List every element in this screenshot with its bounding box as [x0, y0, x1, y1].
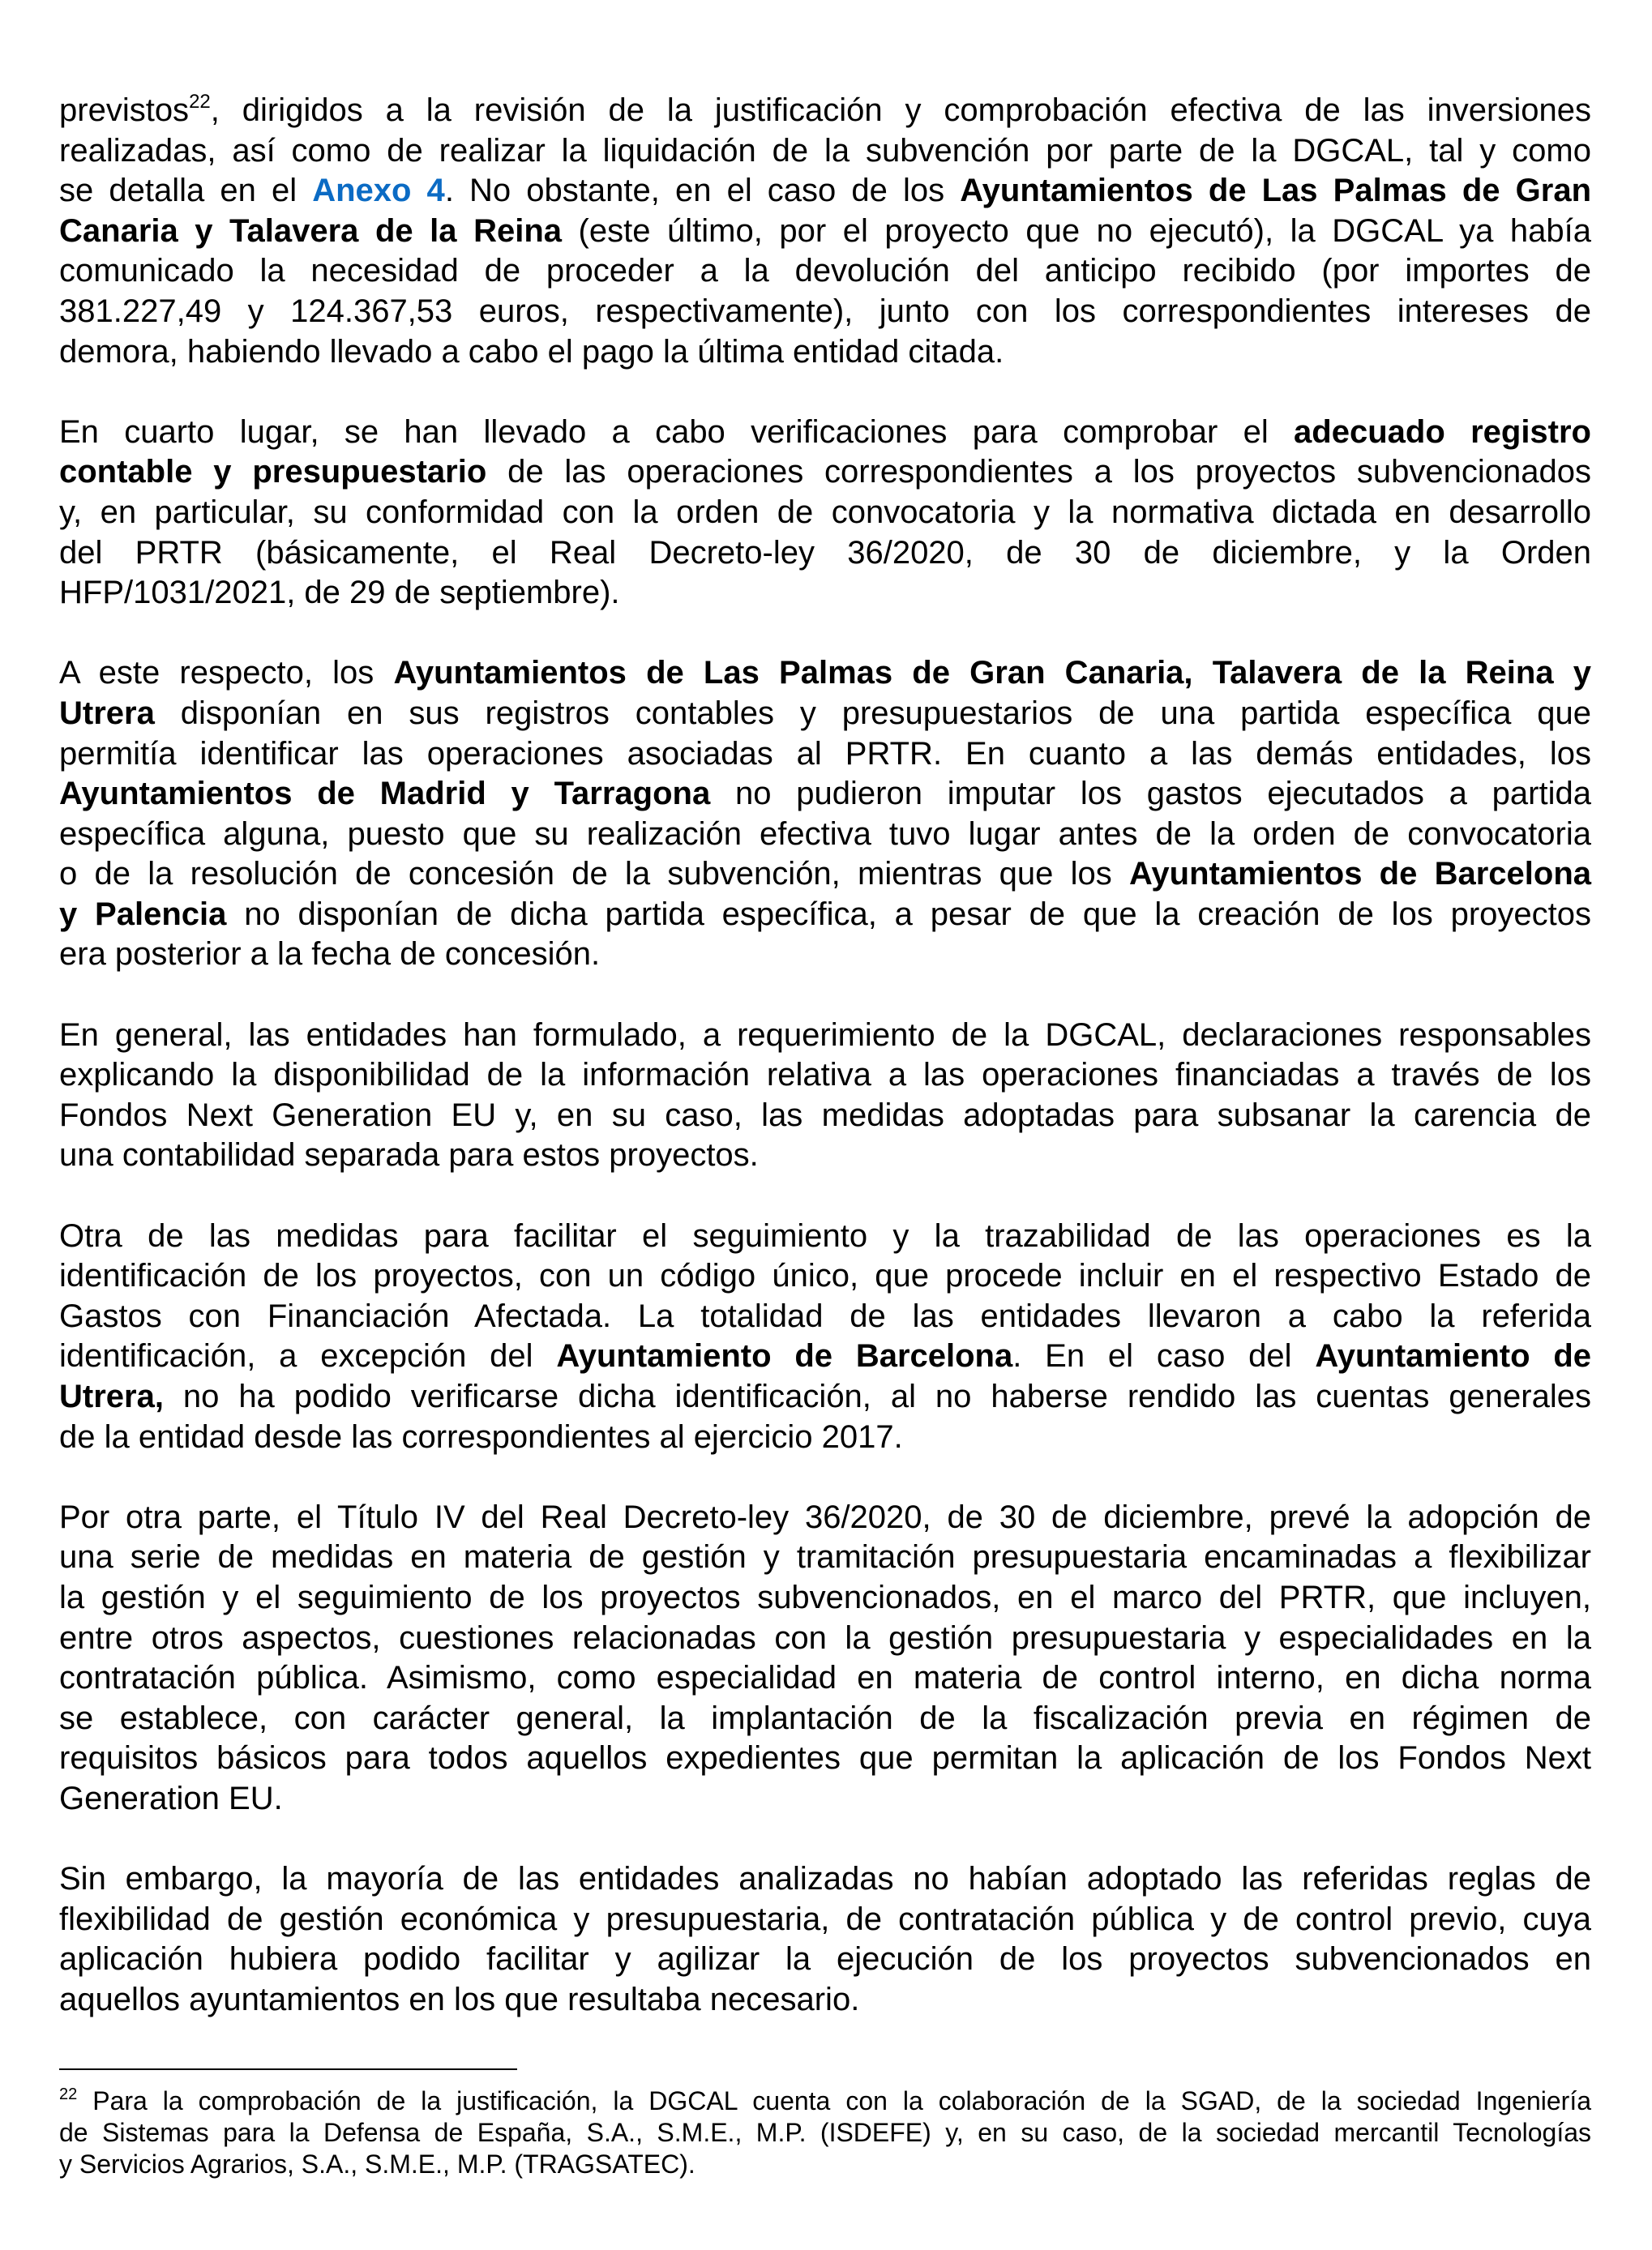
- text-line: [59, 653, 1591, 694]
- footnote-number: 22: [59, 2085, 78, 2103]
- text: identificación de los proyectos, con un código único, que procede incluir en el respectivo Estado de: [59, 1258, 1591, 1294]
- text-line: [59, 1658, 1591, 1699]
- bold-text: contable y presupuestario: [59, 454, 487, 490]
- text: flexibilidad de gestión económica y presupuestaria, de contratación pública y de control previo, cuya: [59, 1901, 1591, 1937]
- bold-text: Ayuntamientos de Las Palmas de Gran Canaria, Talavera de la Reina y: [393, 655, 1591, 691]
- bold-text: Ayuntamientos de Barcelona: [1129, 856, 1592, 892]
- bold-text: Utrera: [59, 695, 155, 731]
- bold-text: Ayuntamientos de Madrid y Tarragona: [59, 776, 711, 812]
- footnote-text: Para la comprobación de la justificación, la DGCAL cuenta con la colaboración de la SGAD, de la sociedad Ingeniería: [92, 2086, 1592, 2115]
- footnote-line: [59, 2149, 1591, 2180]
- text: o de la resolución de concesión de la subvención, mientras que los: [59, 856, 1129, 892]
- bold-text: y Palencia: [59, 896, 227, 932]
- text-line: [59, 1096, 1591, 1136]
- text: se detalla en el: [59, 173, 313, 209]
- text: entre otros aspectos, cuestiones relacionadas con la gestión presupuestaria y especialidades en la: [59, 1619, 1591, 1656]
- paragraph-4: [59, 1016, 1591, 1176]
- paragraph-2: [59, 413, 1591, 614]
- text: demora, habiendo llevado a cabo el pago la última entidad citada.: [59, 333, 1004, 370]
- text: del PRTR (básicamente, el Real Decreto-ley 36/2020, de 30 de diciembre, y la Orden: [59, 534, 1591, 571]
- text: una contabilidad separada para estos proyectos.: [59, 1137, 759, 1174]
- text: Por otra parte, el Título IV del Real Decreto-ley 36/2020, de 30 de diciembre, prevé la adopción de: [59, 1499, 1591, 1535]
- text: (este último, por el proyecto que no ejecutó), la DGCAL ya había: [562, 212, 1592, 249]
- bold-text: Ayuntamiento de Barcelona: [556, 1338, 1013, 1375]
- text-line: [59, 1337, 1591, 1377]
- text: disponían en sus registros contables y presupuestarios de una partida específica que: [154, 695, 1591, 731]
- text-line: [59, 1136, 1591, 1176]
- footnote-text: de Sistemas para la Defensa de España, S.A., S.M.E., M.P. (ISDEFE) y, en su caso, de la sociedad mercantil Tecnologías: [59, 2118, 1591, 2147]
- text: comunicado la necesidad de proceder a la devolución del anticipo recibido (por importes de: [59, 253, 1591, 289]
- text: Fondos Next Generation EU y, en su caso, las medidas adoptadas para subsanar la carencia de: [59, 1097, 1591, 1133]
- text-line: [59, 854, 1591, 895]
- text-line: [59, 1980, 1591, 2021]
- text: se establece, con carácter general, la implantación de la fiscalización previa en régimen de: [59, 1700, 1591, 1736]
- text-line: [59, 815, 1591, 855]
- text: contratación pública. Asimismo, como especialidad en materia de control interno, en dicha norma: [59, 1660, 1591, 1696]
- text: no disponían de dicha partida específica, a pesar de que la creación de los proyectos: [226, 896, 1592, 932]
- text-line: [59, 91, 1591, 131]
- footnote-line: [59, 2117, 1591, 2149]
- text-line: [59, 573, 1591, 614]
- footnote-separator: [59, 2068, 517, 2070]
- text-line: [59, 1418, 1591, 1458]
- text: específica alguna, puesto que su realización efectiva tuvo lugar antes de la orden de convocatoria: [59, 815, 1591, 852]
- text-line: [59, 1578, 1591, 1619]
- bold-text: Ayuntamientos de Las Palmas de Gran: [960, 173, 1592, 209]
- text-line: [59, 1297, 1591, 1337]
- text-line: [59, 1739, 1591, 1779]
- bold-text: Utrera,: [59, 1379, 164, 1414]
- text: aplicación hubiera podido facilitar y agilizar la ejecución de los proyectos subvencionados en: [59, 1941, 1591, 1978]
- text-line: [59, 1779, 1591, 1820]
- text: de la entidad desde las correspondientes al ejercicio 2017.: [59, 1418, 903, 1455]
- footnote-text: y Servicios Agrarios, S.A., S.M.E., M.P. (TRAGSATEC).: [59, 2149, 695, 2179]
- paragraph-5: [59, 1217, 1591, 1458]
- text: requisitos básicos para todos aquellos expedientes que permitan la aplicación de los Fondos Next: [59, 1740, 1591, 1777]
- text-line: [59, 212, 1591, 252]
- bold-text: Canaria y Talavera de la Reina: [59, 212, 563, 249]
- text-line: [59, 251, 1591, 292]
- text: HFP/1031/2021, de 29 de septiembre).: [59, 575, 620, 611]
- text-line: [59, 171, 1591, 212]
- text-line: [59, 413, 1591, 453]
- text-line: [59, 292, 1591, 332]
- text: no ha podido verificarse dicha identificación, al no haberse rendido las cuentas generales: [163, 1379, 1591, 1414]
- text: la gestión y el seguimiento de los proyectos subvencionados, en el marco del PRTR, que incluyen,: [59, 1579, 1591, 1615]
- text-line: [59, 1016, 1591, 1056]
- text: identificación, a excepción del: [59, 1338, 557, 1375]
- text: y, en particular, su conformidad con la orden de convocatoria y la normativa dictada en desarrollo: [59, 494, 1591, 530]
- footnote-22: [59, 2085, 1591, 2180]
- text: una serie de medidas en materia de gestión y tramitación presupuestaria encaminadas a flexibilizar: [59, 1539, 1591, 1576]
- text: permitía identificar las operaciones asociadas al PRTR. En cuanto a las demás entidades, los: [59, 735, 1591, 772]
- paragraph-3: [59, 653, 1591, 975]
- text-line: [59, 1377, 1591, 1418]
- text-line: [59, 935, 1591, 975]
- text: no pudieron imputar los gastos ejecutados a partida: [710, 776, 1591, 812]
- annex-link[interactable]: Anexo 4: [312, 173, 445, 209]
- text-line: [59, 1859, 1591, 1900]
- text: explicando la disponibilidad de la información relativa a las operaciones financiadas a través de los: [59, 1057, 1591, 1093]
- text: de las operaciones correspondientes a los proyectos subvencionados: [486, 454, 1591, 490]
- text-line: [59, 1498, 1591, 1538]
- bold-text: Ayuntamiento de: [1315, 1338, 1591, 1375]
- text: . No obstante, en el caso de los: [444, 173, 961, 209]
- text: A este respecto, los: [59, 655, 394, 691]
- text-line: [59, 1055, 1591, 1096]
- text: En cuarto lugar, se han llevado a cabo verificaciones para comprobar el: [59, 413, 1295, 450]
- text-line: [59, 1538, 1591, 1578]
- document-body: [59, 91, 1591, 2060]
- text: era posterior a la fecha de concesión.: [59, 936, 601, 973]
- paragraph-6: [59, 1498, 1591, 1820]
- text-line: [59, 734, 1591, 775]
- text-line: [59, 774, 1591, 815]
- text-line: [59, 1940, 1591, 1980]
- text: aquellos ayuntamientos en los que resultaba necesario.: [59, 1981, 860, 2017]
- text: Generation EU.: [59, 1780, 283, 1816]
- text: realizadas, así como de realizar la liquidación de la subvención por parte de la DGCAL, tal y como: [59, 132, 1591, 169]
- text: previstos: [59, 92, 190, 128]
- bold-text: adecuado registro: [1294, 413, 1591, 450]
- text-line: [59, 1900, 1591, 1940]
- text: , dirigidos a la revisión de la justificación y comprobación efectiva de las inversiones: [210, 92, 1591, 128]
- footnote-reference[interactable]: 22: [189, 91, 211, 113]
- text: Gastos con Financiación Afectada. La totalidad de las entidades llevaron a cabo la referida: [59, 1298, 1591, 1334]
- paragraph-1: [59, 91, 1591, 372]
- text-line: [59, 1217, 1591, 1257]
- text-line: [59, 452, 1591, 493]
- text: Sin embargo, la mayoría de las entidades analizadas no habían adoptado las referidas reglas de: [59, 1861, 1591, 1897]
- text-line: [59, 895, 1591, 935]
- text-line: [59, 1256, 1591, 1297]
- footnote-line: [59, 2085, 1591, 2117]
- text-line: [59, 533, 1591, 574]
- text: . En el caso del: [1012, 1338, 1316, 1375]
- paragraph-7: [59, 1859, 1591, 2020]
- text: Otra de las medidas para facilitar el seguimiento y la trazabilidad de las operaciones es la: [59, 1217, 1591, 1254]
- text-line: [59, 1619, 1591, 1659]
- text-line: [59, 694, 1591, 734]
- text-line: [59, 493, 1591, 533]
- text: 381.227,49 y 124.367,53 euros, respectivamente), junto con los correspondientes intereses de: [59, 293, 1591, 329]
- text: En general, las entidades han formulado, a requerimiento de la DGCAL, declaraciones responsables: [59, 1016, 1591, 1053]
- text-line: [59, 131, 1591, 172]
- text-line: [59, 1699, 1591, 1739]
- text-line: [59, 332, 1591, 373]
